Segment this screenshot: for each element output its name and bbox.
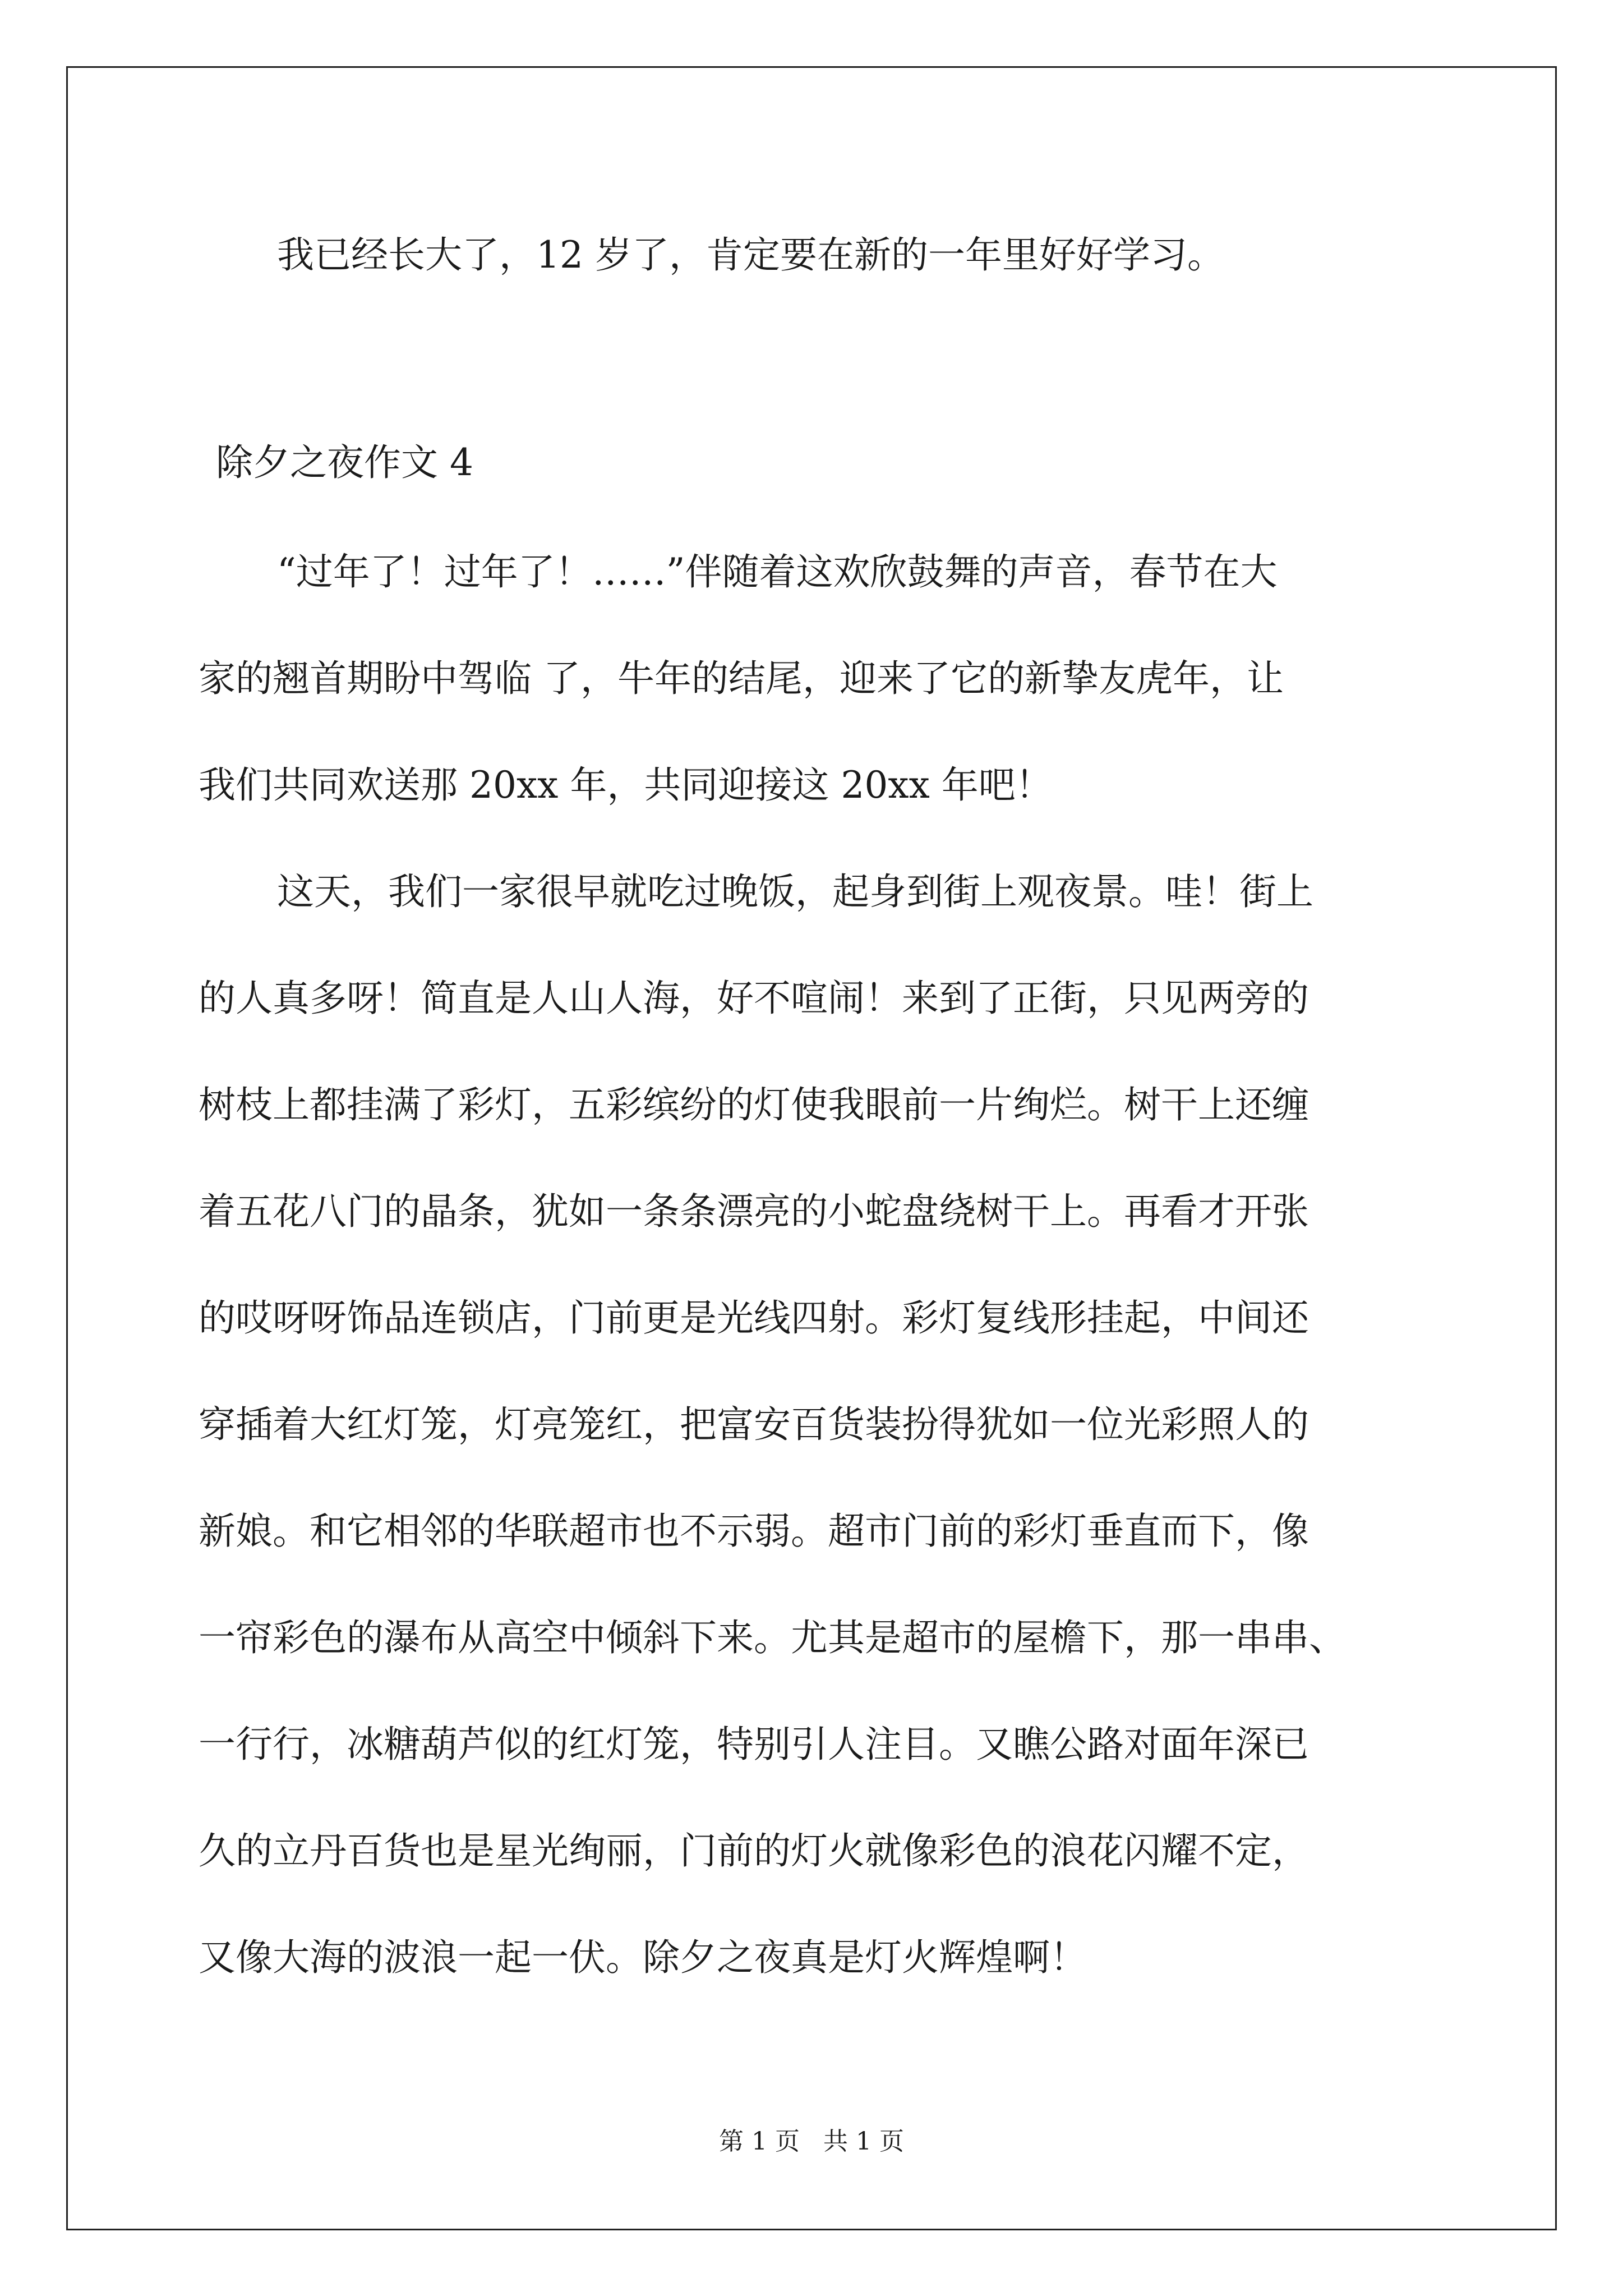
paragraph-1 bbox=[199, 519, 1432, 839]
text-line: 新娘。和它相邻的华联超市也不示弱。超市门前的彩灯垂直而下，像 bbox=[199, 1510, 1309, 1553]
text-line: 我已经长大了，12 岁了，肯定要在新的一年里好好学习。 bbox=[277, 233, 1224, 277]
text-line: 我们共同欢送那 20xx 年，共同迎接这 20xx 年吧！ bbox=[199, 763, 1053, 807]
text-line: “过年了！过年了！……”伴随着这欢欣鼓舞的声音，春节在大 bbox=[277, 550, 1278, 593]
paragraph-2 bbox=[199, 839, 1432, 2011]
page-number: 第 1 页 bbox=[719, 2127, 800, 2156]
text-line: 的人真多呀！简直是人山人海，好不喧闹！来到了正街，只见两旁的 bbox=[199, 977, 1309, 1020]
intro-paragraph bbox=[199, 202, 1432, 309]
text-line: 着五花八门的晶条，犹如一条条漂亮的小蛇盘绕树干上。再看才开张 bbox=[199, 1190, 1309, 1233]
page-total: 共 1 页 bbox=[823, 2127, 904, 2156]
text-line: 久的立丹百货也是星光绚丽，门前的灯火就像彩色的浪花闪耀不定， bbox=[199, 1829, 1309, 1872]
text-line: 家的翘首期盼中驾临 了，牛年的结尾，迎来了它的新挚友虎年，让 bbox=[199, 657, 1284, 700]
text-line: 一行行，冰糖葫芦似的红灯笼，特别引人注目。又瞧公路对面年深已 bbox=[199, 1723, 1309, 1766]
text-line: 又像大海的波浪一起一伏。除夕之夜真是灯火辉煌啊！ bbox=[199, 1936, 1087, 1979]
text-line: 的哎呀呀饰品连锁店，门前更是光线四射。彩灯复线形挂起，中间还 bbox=[199, 1296, 1309, 1340]
page-footer bbox=[0, 2125, 1623, 2159]
essay-heading: 除夕之夜作文 4 bbox=[216, 441, 473, 484]
text-line: 一帘彩色的瀑布从高空中倾斜下来。尤其是超市的屋檐下，那一串串、 bbox=[199, 1616, 1346, 1659]
text-line: 树枝上都挂满了彩灯，五彩缤纷的灯使我眼前一片绚烂。树干上还缠 bbox=[199, 1083, 1309, 1126]
text-line: 穿插着大红灯笼，灯亮笼红，把富安百货装扮得犹如一位光彩照人的 bbox=[199, 1403, 1309, 1446]
text-line: 这天，我们一家很早就吃过晚饭，起身到街上观夜景。哇！街上 bbox=[277, 870, 1313, 913]
